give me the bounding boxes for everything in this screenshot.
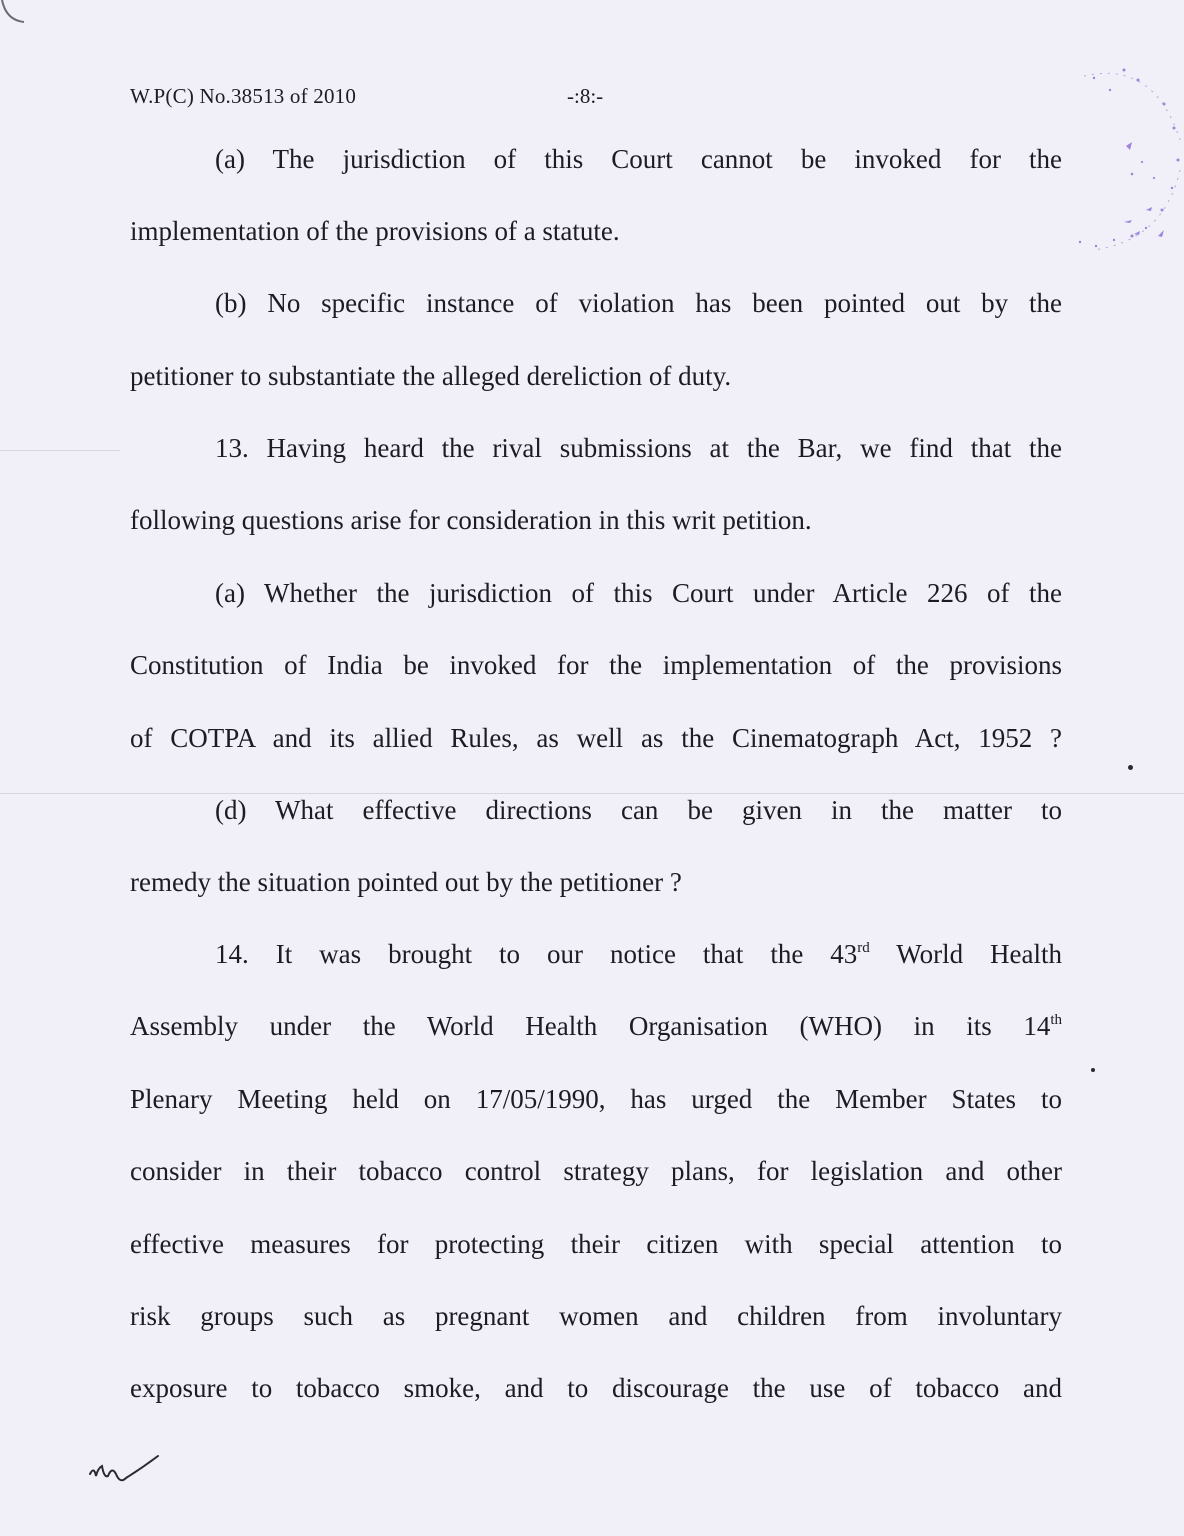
- text-segment: following questions arise for consideration in this writ petition.: [130, 505, 812, 535]
- text-line: [130, 647, 1062, 683]
- text-segment: World Health: [869, 939, 1062, 969]
- text-line: [215, 141, 1062, 177]
- text-segment: (b) No specific instance of violation has been pointed out by the: [215, 288, 1062, 318]
- scan-line: [0, 450, 120, 451]
- corner-scan-mark: [0, 0, 40, 30]
- handwritten-initials: [86, 1452, 166, 1492]
- text-segment: petitioner to substantiate the alleged dereliction of duty.: [130, 361, 732, 391]
- text-line: [130, 1370, 1062, 1406]
- text-line: [215, 430, 1062, 466]
- superscript: rd: [857, 940, 870, 956]
- text-segment: consider in their tobacco control strategy plans, for legislation and other: [130, 1156, 1062, 1186]
- text-line: [130, 358, 1062, 394]
- text-line: [215, 575, 1062, 611]
- text-line: [130, 213, 1062, 249]
- text-segment: (d) What effective directions can be given in the matter to: [215, 795, 1062, 825]
- text-segment: Assembly under the World Health Organisation (WHO) in its 14: [130, 1011, 1051, 1041]
- text-line: [215, 792, 1062, 828]
- text-segment: of COTPA and its allied Rules, as well as the Cinematograph Act, 1952 ?: [130, 723, 1062, 753]
- text-segment: exposure to tobacco smoke, and to discourage the use of tobacco and: [130, 1373, 1062, 1403]
- text-segment: Plenary Meeting held on 17/05/1990, has urged the Member States to: [130, 1084, 1062, 1114]
- text-line: [215, 285, 1062, 321]
- text-line: [130, 1226, 1062, 1262]
- text-segment: Constitution of India be invoked for the implementation of the provisions: [130, 650, 1062, 680]
- text-line: [130, 720, 1062, 756]
- text-line: [130, 502, 1062, 538]
- case-number: W.P(C) No.38513 of 2010: [130, 84, 357, 108]
- text-line: [215, 936, 1062, 972]
- superscript: th: [1050, 1012, 1062, 1028]
- text-segment: remedy the situation pointed out by the petitioner ?: [130, 867, 682, 897]
- text-line: [130, 1008, 1062, 1044]
- text-segment: (a) The jurisdiction of this Court cannot be invoked for the: [215, 144, 1062, 174]
- text-segment: effective measures for protecting their citizen with special attention to: [130, 1229, 1062, 1259]
- text-segment: 13. Having heard the rival submissions at the Bar, we find that the: [215, 433, 1062, 463]
- page-number: -:8:-: [567, 84, 604, 108]
- text-line: [130, 1153, 1062, 1189]
- scan-speck: [1128, 765, 1133, 770]
- page-header: [130, 84, 650, 112]
- text-segment: 14. It was brought to our notice that the 43: [215, 939, 858, 969]
- text-line: [130, 1081, 1062, 1117]
- text-line: [130, 1298, 1062, 1334]
- text-line: [130, 864, 1062, 900]
- text-segment: (a) Whether the jurisdiction of this Court under Article 226 of the: [215, 578, 1062, 608]
- scan-speck: [1091, 1068, 1095, 1072]
- text-segment: risk groups such as pregnant women and children from involuntary: [130, 1301, 1062, 1331]
- text-segment: implementation of the provisions of a statute.: [130, 216, 620, 246]
